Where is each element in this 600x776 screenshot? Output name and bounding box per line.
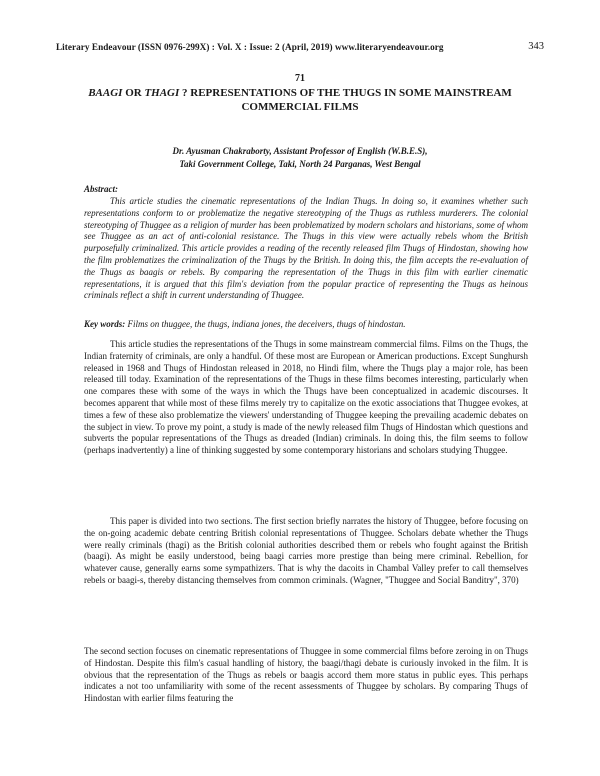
page-number: 343 [528, 41, 544, 52]
author-name: Dr. Ayusman Chakraborty, Assistant Professor of English (W.B.E.S), [172, 146, 428, 156]
author-affiliation: Taki Government College, Taki, North 24 Parganas, West Bengal [179, 158, 421, 169]
keywords-text: Films on thuggee, the thugs, indiana jones, the deceivers, thugs of hindostan. [125, 319, 406, 329]
paragraph-text: The second section focuses on cinematic representations of Thuggee in some commercial films before zeroing in on Thugs of Hindostan. Despite this film's casual handling of history, the baagi/thagi debate is curiously invoked in the film. It is obvious that the representation of the Thugs as rebels or baagis accord them more status in public eyes. This perhaps indicates a not too unfamiliarity with some of the recent assessments of Thuggee by scholars. By comparing Thugs of Hindostan with earlier films featuring the [84, 646, 528, 704]
paragraph-text: This article studies the representations of the Thugs in some mainstream commercial films. Films on the Thugs, the Indian fraternity of criminals, are only a handful. Of these most are European or American productions. Except Sunghursh released in 1968 and Thugs of Hindostan released in 2018, no Hindi film, where the Thugs play a major role, has been released till today. Examination of the representations of the Thugs in these films becomes interesting, particularly when one compares these with some of the ways in which the Thugs have been conceptualized in academic discourses. It becomes apparent that while most of these films merely try to capitalize on the exotic associations that Thuggee evokes, at times a few of these also problematize the viewers' understanding of Thuggee keeping the prevailing academic debates on the subject in view. To prove my point, a study is made of the newly released film Thugs of Hindostan which questions and subverts the popular representations of the Thugs as dreaded (Indian) criminals. In doing this, the film seems to follow (perhaps inadvertently) a line of thinking suggested by some contemporary historians and scholars studying Thuggee. [84, 339, 528, 456]
title-rest: ? REPRESENTATIONS OF THE THUGS IN SOME MAINSTREAM COMMERCIAL FILMS [179, 87, 512, 113]
abstract-body: This article studies the cinematic representations of the Indian Thugs. In doing so, it examines whether such representations conform to or problematize the negative stereotyping of the Thugs as ruthless murderers. The colonial stereotyping of Thuggee as a religion of murder has been problematized by modern scholars and historians, some of whom see Thuggee as an act of anti-colonial resistance. The Thugs in this view were actually rebels whom the British purposefully criminalized. This article provides a reading of the recently released film Thugs of Hindostan, showing how the film problematizes the criminalization of the Thugs by the British. In doing this, the film accepts the re-evaluation of the Thugs as baagis or rebels. By comparing the representation of the Thugs in this film with earlier cinematic representations, it is argued that this film's deviation from the popular practice of representing the Thugs as heinous criminals reflect a shift in current understanding of Thuggee. [84, 196, 528, 301]
body-paragraph-1 [84, 339, 528, 457]
body-paragraph-2 [84, 516, 528, 587]
author-block [100, 145, 500, 170]
title-or: OR [122, 87, 145, 99]
keywords [84, 319, 528, 331]
abstract-text [84, 196, 528, 302]
journal-header: Literary Endeavour (ISSN 0976-299X) : Vol. X : Issue: 2 (April, 2019) www.literaryendeavour.org [56, 42, 444, 52]
abstract-heading: Abstract: [84, 184, 119, 194]
article-title [60, 86, 540, 114]
body-paragraph-3 [84, 646, 528, 705]
article-number: 71 [295, 73, 305, 84]
keywords-label: Key words: [84, 319, 126, 329]
paragraph-text: This paper is divided into two sections. The first section briefly narrates the history of Thuggee, before focusing on the on-going academic debate centring British colonial representations of Thuggee. Scholars debate whether the Thugs were really criminals (thagi) as the British colonial authorities described them or rebels who fought against the British (baagi). As might be easily understood, being baagi carries more prestige than being mere criminal. Rebellion, for whatever cause, generally earns some sympathizers. That is why the dacoits in Chambal Valley prefer to call themselves rebels or baagi-s, thereby distancing themselves from common criminals. (Wagner, "Thuggee and Social Banditry", 370) [84, 516, 528, 585]
title-baagi: BAAGI [88, 87, 123, 99]
title-thagi: THAGI [144, 87, 180, 99]
